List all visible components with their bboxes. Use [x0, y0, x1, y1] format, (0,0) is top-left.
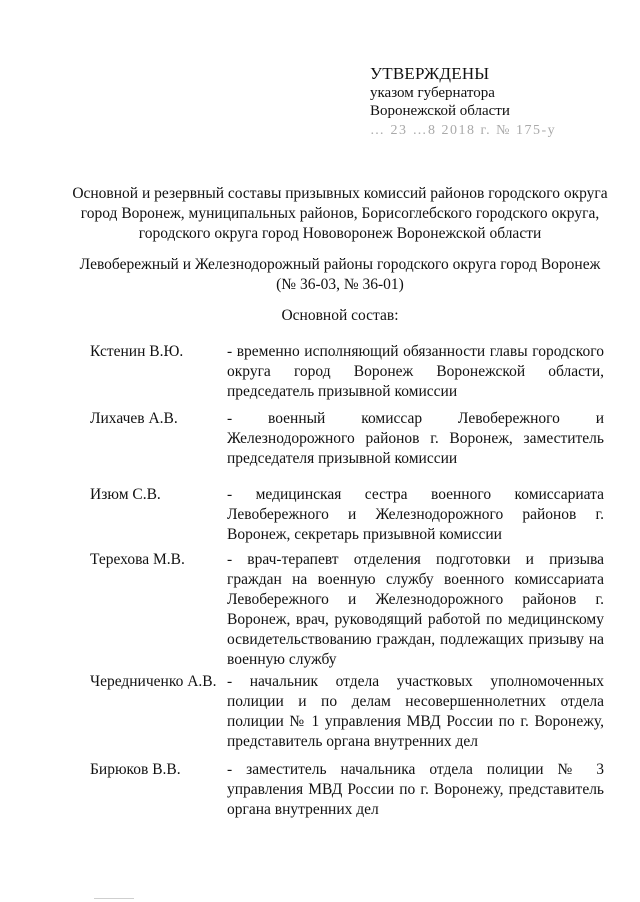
member-name: Изюм С.В. [90, 486, 161, 503]
member-role: - медицинская сестра военного комиссариата Левобережного и Железнодорожного районов г. Воронеж, секретарь призывной комиссии [227, 486, 604, 543]
member-name: Терехова М.В. [90, 551, 185, 568]
member-name: Бирюков В.В. [90, 761, 181, 778]
approval-line-2: Воронежской области [370, 103, 510, 119]
member-role: - заместитель начальника отдела полиции № 3 управления МВД России по г. Воронежу, представитель органа внутренних дел [227, 761, 604, 818]
approval-heading: УТВЕРЖДЕНЫ [370, 64, 490, 83]
member-name: Лихачев А.В. [90, 410, 178, 427]
decree-stamp: … 23 …8 2018 г. № 175-у [370, 123, 557, 138]
scan-artifact-line [94, 898, 134, 899]
member-role: - начальник отдела участковых уполномоченных полиции и по делам несовершеннолетних отдела полиции № 1 управления МВД России по г. Воронежу, представитель органа внутренних дел [227, 673, 604, 750]
section-title: Основной состав: [281, 307, 399, 324]
document-title: Основной и резервный составы призывных комиссий районов городского округа город Воронеж, муниципальных районов, Борисоглебского городского округа, городского округа город Нововоронеж Воронежской области [72, 185, 608, 242]
document-subtitle: Левобережный и Железнодорожный районы городского округа город Воронеж (№ 36-03, № 36-01) [79, 256, 601, 293]
member-role: - временно исполняющий обязанности главы городского округа город Воронеж Воронежской области, председатель призывной комиссии [227, 343, 604, 400]
member-role: - врач-терапевт отделения подготовки и призыва граждан на военную службу военного комиссариата Левобережного и Железнодорожного районов г. Воронеж, врач, руководящий работой по медицинскому освидетельствованию граждан, подлежащих призыву на военную службу [227, 551, 604, 668]
member-role: - военный комиссар Левобережного и Железнодорожного районов г. Воронеж, заместитель председателя призывной комиссии [227, 410, 604, 467]
approval-line-1: указом губернатора [370, 85, 495, 101]
member-name: Кстенин В.Ю. [90, 343, 184, 360]
approval-block [370, 64, 556, 140]
member-name: Чередниченко А.В. [90, 673, 217, 690]
